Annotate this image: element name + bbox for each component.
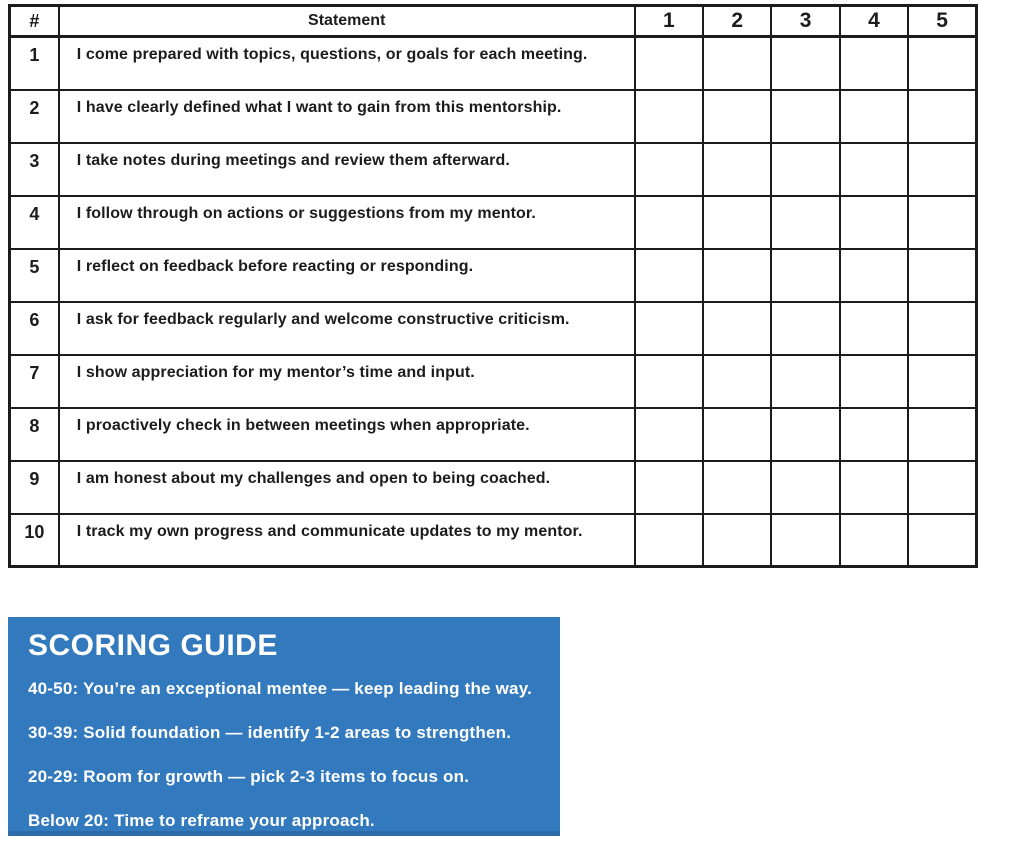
rating-cell-5[interactable] <box>908 514 976 567</box>
rating-cell-3[interactable] <box>771 302 839 355</box>
statement-text: I reflect on feedback before reacting or responding. <box>59 249 635 302</box>
column-header-rating-1: 1 <box>635 6 703 37</box>
table-row <box>10 249 977 302</box>
statement-text: I take notes during meetings and review them afterward. <box>59 143 635 196</box>
table-row <box>10 514 977 567</box>
rating-cell-3[interactable] <box>771 514 839 567</box>
self-assessment-table <box>8 4 978 568</box>
column-header-number: # <box>10 6 59 37</box>
rating-cell-3[interactable] <box>771 249 839 302</box>
rating-cell-5[interactable] <box>908 143 976 196</box>
rating-cell-4[interactable] <box>840 461 908 514</box>
scoring-guide-title: SCORING GUIDE <box>28 629 278 662</box>
rating-cell-3[interactable] <box>771 196 839 249</box>
rating-cell-2[interactable] <box>703 355 771 408</box>
rating-cell-2[interactable] <box>703 143 771 196</box>
table-header <box>10 6 977 37</box>
statement-text: I track my own progress and communicate updates to my mentor. <box>59 514 635 567</box>
rating-cell-1[interactable] <box>635 408 703 461</box>
score-range-20-29: 20-29: Room for growth — pick 2-3 items to focus on. <box>28 767 470 786</box>
rating-cell-3[interactable] <box>771 408 839 461</box>
table-row <box>10 37 977 90</box>
score-range-30-39: 30-39: Solid foundation — identify 1-2 areas to strengthen. <box>28 723 512 742</box>
scoring-guide-panel <box>8 617 560 853</box>
row-number: 5 <box>10 249 59 302</box>
rating-cell-1[interactable] <box>635 355 703 408</box>
score-range-40-50: 40-50: You’re an exceptional mentee — keep leading the way. <box>28 679 533 698</box>
rating-cell-2[interactable] <box>703 37 771 90</box>
rating-cell-2[interactable] <box>703 461 771 514</box>
rating-cell-3[interactable] <box>771 90 839 143</box>
row-number: 9 <box>10 461 59 514</box>
rating-cell-2[interactable] <box>703 90 771 143</box>
rating-cell-1[interactable] <box>635 37 703 90</box>
rating-cell-2[interactable] <box>703 408 771 461</box>
rating-cell-1[interactable] <box>635 461 703 514</box>
statement-text: I come prepared with topics, questions, or goals for each meeting. <box>59 37 635 90</box>
column-header-statement: Statement <box>59 6 635 37</box>
rating-cell-4[interactable] <box>840 143 908 196</box>
row-number: 6 <box>10 302 59 355</box>
table-row <box>10 196 977 249</box>
column-header-rating-2: 2 <box>703 6 771 37</box>
rating-cell-4[interactable] <box>840 37 908 90</box>
statement-text: I proactively check in between meetings when appropriate. <box>59 408 635 461</box>
column-header-rating-4: 4 <box>840 6 908 37</box>
rating-cell-4[interactable] <box>840 90 908 143</box>
rating-cell-4[interactable] <box>840 302 908 355</box>
rating-cell-5[interactable] <box>908 90 976 143</box>
row-number: 4 <box>10 196 59 249</box>
score-range-below-20-tip: Try treating mentorship like a strategic project. <box>28 834 417 853</box>
row-number: 10 <box>10 514 59 567</box>
rating-cell-3[interactable] <box>771 37 839 90</box>
table-row <box>10 355 977 408</box>
rating-cell-2[interactable] <box>703 514 771 567</box>
table-row <box>10 90 977 143</box>
header-row <box>10 6 977 37</box>
table-row <box>10 408 977 461</box>
rating-cell-1[interactable] <box>635 514 703 567</box>
row-number: 7 <box>10 355 59 408</box>
rating-cell-1[interactable] <box>635 249 703 302</box>
rating-cell-5[interactable] <box>908 408 976 461</box>
row-number: 1 <box>10 37 59 90</box>
rating-cell-1[interactable] <box>635 90 703 143</box>
rating-cell-4[interactable] <box>840 408 908 461</box>
rating-cell-4[interactable] <box>840 196 908 249</box>
rating-cell-4[interactable] <box>840 514 908 567</box>
rating-cell-5[interactable] <box>908 302 976 355</box>
statement-text: I have clearly defined what I want to gain from this mentorship. <box>59 90 635 143</box>
rating-cell-1[interactable] <box>635 196 703 249</box>
table-row <box>10 461 977 514</box>
rating-cell-5[interactable] <box>908 37 976 90</box>
row-number: 8 <box>10 408 59 461</box>
row-number: 2 <box>10 90 59 143</box>
rating-cell-4[interactable] <box>840 249 908 302</box>
rating-cell-5[interactable] <box>908 355 976 408</box>
rating-cell-3[interactable] <box>771 461 839 514</box>
rating-cell-1[interactable] <box>635 143 703 196</box>
rating-cell-2[interactable] <box>703 302 771 355</box>
rating-cell-5[interactable] <box>908 196 976 249</box>
rating-cell-5[interactable] <box>908 461 976 514</box>
rating-cell-3[interactable] <box>771 355 839 408</box>
statement-text: I am honest about my challenges and open to being coached. <box>59 461 635 514</box>
statement-text: I follow through on actions or suggestions from my mentor. <box>59 196 635 249</box>
table-row <box>10 302 977 355</box>
rating-cell-1[interactable] <box>635 302 703 355</box>
statement-text: I ask for feedback regularly and welcome constructive criticism. <box>59 302 635 355</box>
rating-cell-5[interactable] <box>908 249 976 302</box>
row-number: 3 <box>10 143 59 196</box>
table-row <box>10 143 977 196</box>
rating-cell-4[interactable] <box>840 355 908 408</box>
column-header-rating-5: 5 <box>908 6 976 37</box>
rating-cell-2[interactable] <box>703 196 771 249</box>
table-body <box>10 37 977 567</box>
rating-cell-3[interactable] <box>771 143 839 196</box>
score-range-below-20: Below 20: Time to reframe your approach. <box>28 811 375 830</box>
statement-text: I show appreciation for my mentor’s time and input. <box>59 355 635 408</box>
column-header-rating-3: 3 <box>771 6 839 37</box>
rating-cell-2[interactable] <box>703 249 771 302</box>
